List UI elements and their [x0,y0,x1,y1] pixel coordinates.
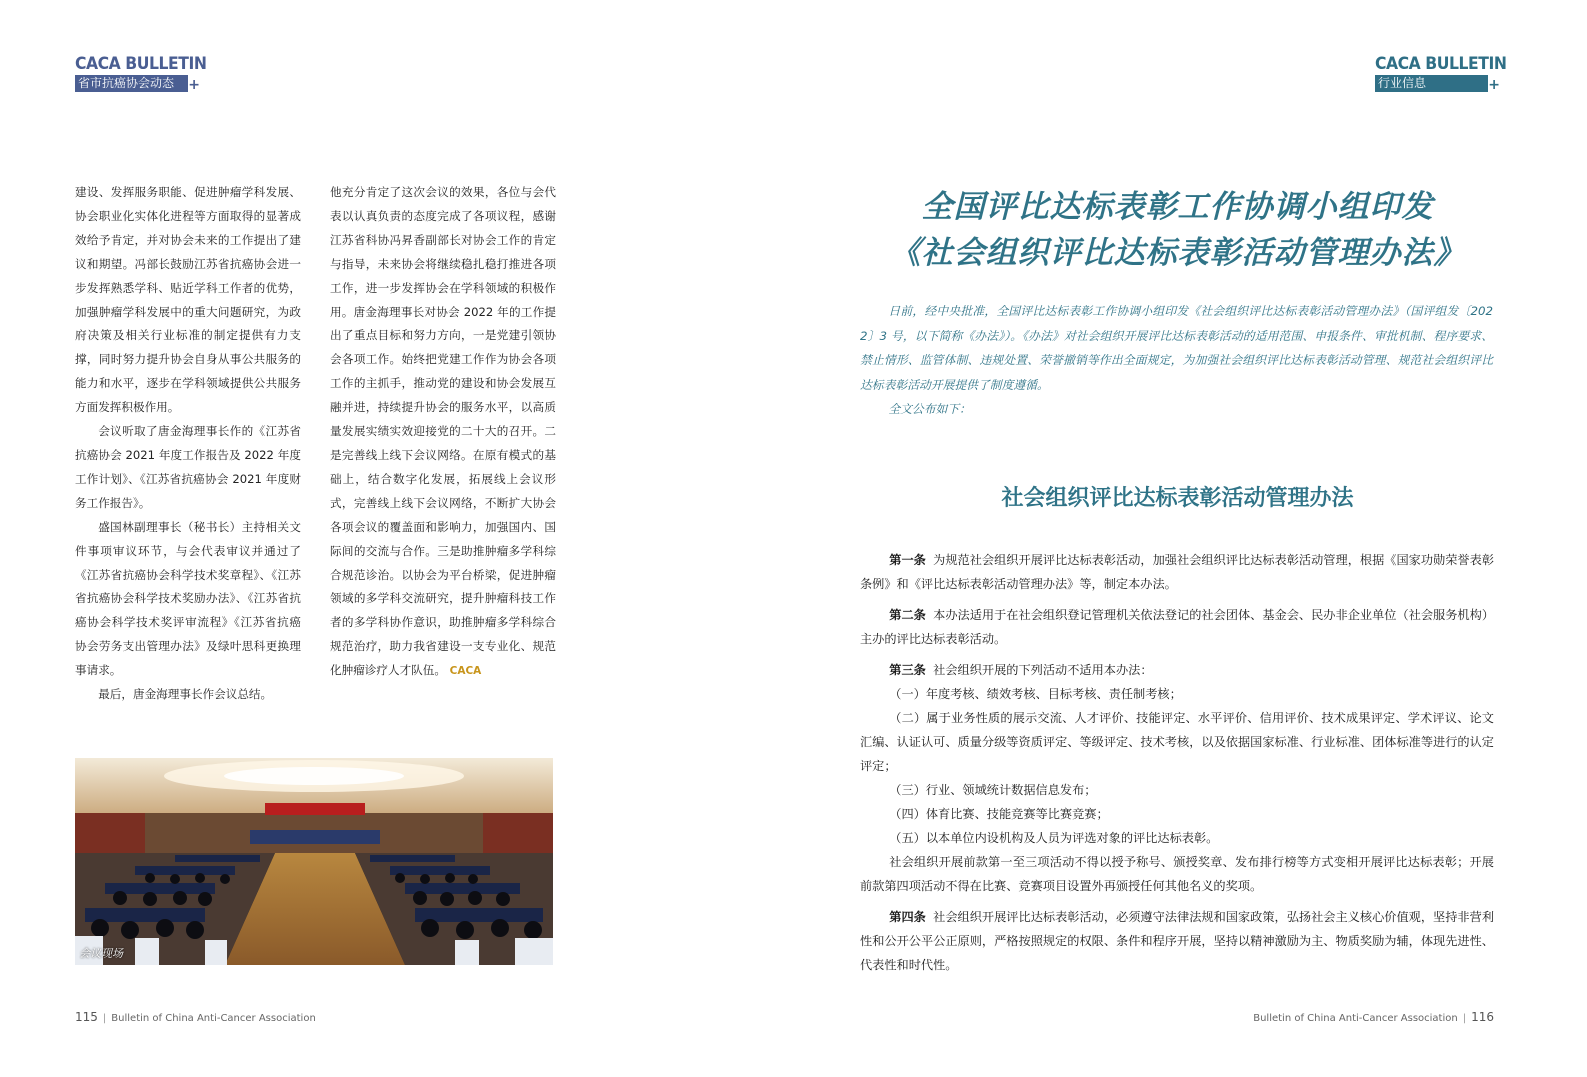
meeting-photo-illustration [75,758,553,965]
article-item: （五）以本单位内设机构及人员为评选对象的评比达标表彰。 [889,831,1219,845]
meeting-photo [75,758,553,965]
footer-right [1253,1010,1494,1024]
footer-divider: | [1462,1013,1467,1024]
article-title-line-2: 《社会组织评比达标表彰活动管理办法》 [889,235,1466,271]
article-item: 社会组织开展前款第一至三项活动不得以授予称号、颁授奖章、发布排行榜等方式变相开展评比达标表彰；开展前款第四项活动不得在比赛、竞赛项目设置外再颁授任何其他名义的奖项。 [860,855,1494,893]
intro-paragraph: 全文公布如下： [888,402,971,416]
plus-icon: + [188,77,200,93]
paragraph: 最后，唐金海理事长作会议总结。 [98,687,273,702]
article-title-line-1: 全国评比达标表彰工作协调小组印发 [921,189,1434,225]
article-text: 为规范社会组织开展评比达标表彰活动，加强社会组织评比达标表彰活动管理，根据《国家功勋荣誉表彰条例》和《评比达标表彰活动管理办法》等，制定本办法。 [860,553,1495,591]
paragraph-text: 他充分肯定了这次会议的效果，各位与会代表以认真负责的态度完成了各项议程，感谢江苏省科协冯昇香副部长对协会工作的肯定与指导，未来协会将继续稳扎稳打推进各项工作，进一步发挥协会在学科领域的积极作用。唐金海理事长对协会 2022 年的工作提出了重点目标和努力方向，一是党建引领协会各项工作。始终把党建工作作为协会各项工作的主抓手，推动党的建设和协会发展互融并进，持续提升协会的服务水平，以高质量发展实绩实效迎接党的二十大的召开。二是完善线上线下会议网络。在原有模式的基础上，结合数字化发展，拓展线上会议形式，完善线上线下会议网络，不断扩大协会各项会议的覆盖面和影响力，加强国内、国际间的交流与合作。三是助推肿瘤多学科综合规范诊治。以协会为平台桥梁，促进肿瘤领域的多学科交流研究，提升肿瘤科技工作者的多学科协作意识，助推肿瘤多学科综合规范治疗，助力我省建设一支专业化、规范化肿瘤诊疗人才队伍。 [330,185,556,678]
article-label: 第一条 [889,553,926,567]
article-text: 本办法适用于在社会组织登记管理机关依法登记的社会团体、基金会、民办非企业单位（社会服务机构）主办的评比达标表彰活动。 [860,608,1495,646]
paragraph [330,181,556,684]
article-intro [860,299,1493,422]
page-number: 115 [75,1010,98,1024]
article-label: 第二条 [889,608,926,622]
article-label: 第三条 [889,663,926,677]
journal-name: Bulletin of China Anti-Cancer Association [111,1013,316,1024]
article-text: 社会组织开展评比达标表彰活动，必须遵守法律法规和国家政策，弘扬社会主义核心价值观，坚持非营利性和公开公平公正原则，严格按照规定的权限、条件和程序开展，坚持以精神激励为主、物质奖励为辅，体现先进性、代表性和时代性。 [860,910,1495,972]
intro-paragraph: 日前，经中央批准，全国评比达标表彰工作协调小组印发《社会组织评比达标表彰活动管理办法》（国评组发〔2022〕3 号，以下简称《办法》）。《办法》对社会组织开展评比达标表彰活动的适用范围、申报条件、审批机制、程序要求、禁止情形、监管体制、违规处置、荣誉撤销等作出全面规定，为加强社会组织评比达标表彰活动管理、规范社会组织评比达标表彰活动开展提供了制度遵循。 [860,304,1493,392]
photo-caption: 会议现场 [79,947,123,960]
masthead-right [1375,54,1507,93]
masthead-title: CACA BULLETIN [75,54,207,74]
article-item: （一）年度考核、绩效考核、目标考核、责任制考核； [889,687,1182,701]
masthead-title: CACA BULLETIN [1375,54,1507,74]
section-label-text: 省市抗癌协会动态 [78,76,175,90]
text-column-2 [330,181,556,684]
caca-end-mark: CACA [449,665,482,678]
article-label: 第四条 [889,910,926,924]
article-item: （三）行业、领域统计数据信息发布； [889,783,1097,797]
footer-left [75,1010,316,1024]
article-paragraph [860,548,1494,596]
article-paragraph [860,658,1494,682]
page-number: 116 [1471,1010,1494,1024]
regulation-title: 社会组织评比达标表彰活动管理办法 [1001,486,1354,511]
article-text: 社会组织开展的下列活动不适用本办法： [933,663,1153,677]
paragraph: 会议听取了唐金海理事长作的《江苏省抗癌协会 2021 年度工作报告及 2022 年度工作计划》、《江苏省抗癌协会 2021 年度财务工作报告》。 [75,424,301,510]
journal-name: Bulletin of China Anti-Cancer Association [1253,1013,1458,1024]
section-label [75,75,200,93]
regulation-articles [860,541,1494,977]
article-title [860,184,1495,276]
masthead-left [75,54,207,93]
plus-icon: + [1488,77,1500,93]
text-column-1 [75,181,301,707]
article-item: （二）属于业务性质的展示交流、人才评价、技能评定、水平评价、信用评价、技术成果评定、学术评议、论文汇编、认证认可、质量分级等资质评定、等级评定、技术考核，以及依据国家标准、行业标准、团体标准等进行的认定评定； [860,711,1494,773]
paragraph: 盛国林副理事长（秘书长）主持相关文件事项审议环节，与会代表审议并通过了《江苏省抗癌协会科学技术奖章程》、《江苏省抗癌协会科学技术奖励办法》、《江苏省抗癌协会科学技术奖评审流程》《江苏省抗癌协会劳务支出管理办法》及绿叶思科更换理事请求。 [75,519,301,678]
paragraph: 建设、发挥服务职能、促进肿瘤学科发展、协会职业化实体化进程等方面取得的显著成效给予肯定，并对协会未来的工作提出了建议和期望。冯部长鼓励江苏省抗癌协会进一步发挥熟悉学科、贴近学科工作者的优势，加强肿瘤学科发展中的重大问题研究，为政府决策及相关行业标准的制定提供有力支撑，同时努力提升协会自身从事公共服务的能力和水平，逐步在学科领域提供公共服务方面发挥积极作用。 [75,185,301,415]
article-item: （四）体育比赛、技能竞赛等比赛竞赛； [889,807,1109,821]
article-paragraph [860,905,1494,977]
section-label-text: 行业信息 [1378,76,1427,90]
footer-divider: | [102,1013,107,1024]
article-paragraph [860,603,1494,651]
section-label [1375,75,1500,93]
